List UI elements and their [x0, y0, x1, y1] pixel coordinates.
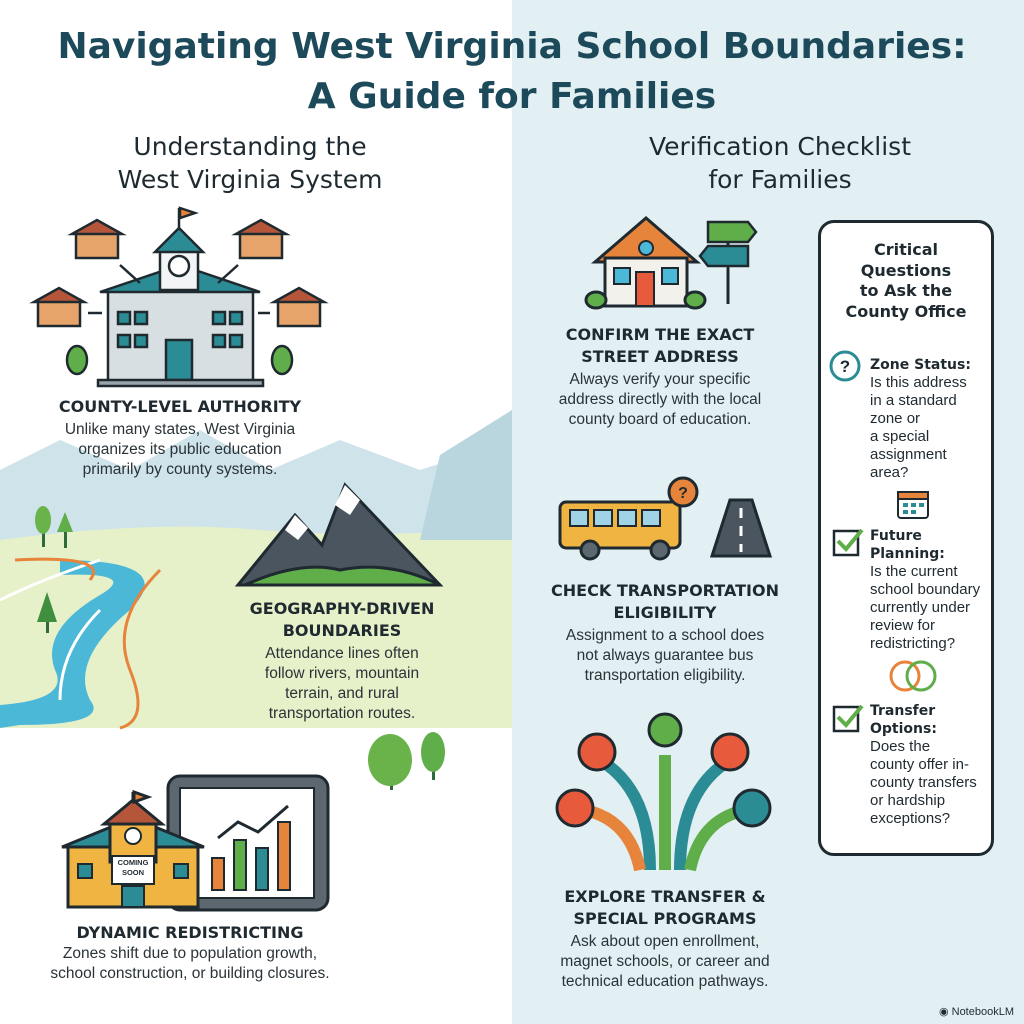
- svg-text:?: ?: [839, 357, 851, 376]
- svg-text:?: ?: [678, 485, 688, 502]
- left-section-heading: Understanding the West Virginia System: [117, 132, 383, 194]
- brand-label: [939, 1005, 1014, 1018]
- question-circle-icon: [831, 352, 859, 380]
- checkbox-icon: [834, 706, 862, 731]
- question-text: Is this address in a standard zone or a special assignment area?: [870, 374, 967, 481]
- redistricting-body: Zones shift due to population growth, school construction, or building closures.: [50, 945, 330, 982]
- question-zone-status: [870, 356, 992, 482]
- question-transfer-options: [870, 702, 992, 828]
- question-label: Transfer Options:: [870, 703, 937, 737]
- question-future-planning: [870, 527, 992, 653]
- confirm-address-title: CONFIRM THE EXACT STREET ADDRESS: [565, 325, 755, 366]
- calendar-icon: [898, 492, 928, 518]
- question-label: Future Planning:: [870, 528, 945, 562]
- transportation-title: CHECK TRANSPORTATION ELIGIBILITY: [551, 581, 779, 622]
- county-authority-body: Unlike many states, West Virginia organizes its public education primarily by county systems.: [64, 421, 296, 478]
- geography-boundaries-title: GEOGRAPHY-DRIVEN BOUNDARIES: [249, 599, 435, 640]
- question-label: Zone Status:: [870, 357, 971, 373]
- venn-icon: [891, 662, 935, 690]
- right-section-heading: Verification Checklist for Families: [648, 132, 912, 194]
- transfer-programs-title: EXPLORE TRANSFER & SPECIAL PROGRAMS: [564, 887, 766, 928]
- transfer-programs-body: Ask about open enrollment, magnet schools, or career and technical education pathways.: [560, 933, 770, 990]
- redistricting-title: DYNAMIC REDISTRICTING: [76, 923, 304, 942]
- checkbox-icon: [834, 530, 862, 555]
- page-title: Navigating West Virginia School Boundaries: A Guide for Families: [57, 26, 967, 117]
- notebooklm-logo-icon: ◉: [938, 1006, 949, 1018]
- question-text: Is the current school boundary currently under review for redistricting?: [870, 563, 981, 652]
- coming-soon-sign: COMING SOON: [117, 858, 149, 877]
- questions-heading: Critical Questions to Ask the County Office: [845, 240, 967, 321]
- geography-boundaries-body: Attendance lines often follow rivers, mountain terrain, and rural transportation routes.: [264, 645, 420, 722]
- brand-name: NotebookLM: [951, 1006, 1014, 1018]
- question-text: Does the county offer in- county transfers or hardship exceptions?: [870, 738, 977, 827]
- confirm-address-body: Always verify your specific address directly with the local county board of education.: [558, 371, 762, 428]
- transportation-body: Assignment to a school does not always guarantee bus transportation eligibility.: [565, 627, 765, 684]
- county-authority-title: COUNTY-LEVEL AUTHORITY: [58, 397, 302, 416]
